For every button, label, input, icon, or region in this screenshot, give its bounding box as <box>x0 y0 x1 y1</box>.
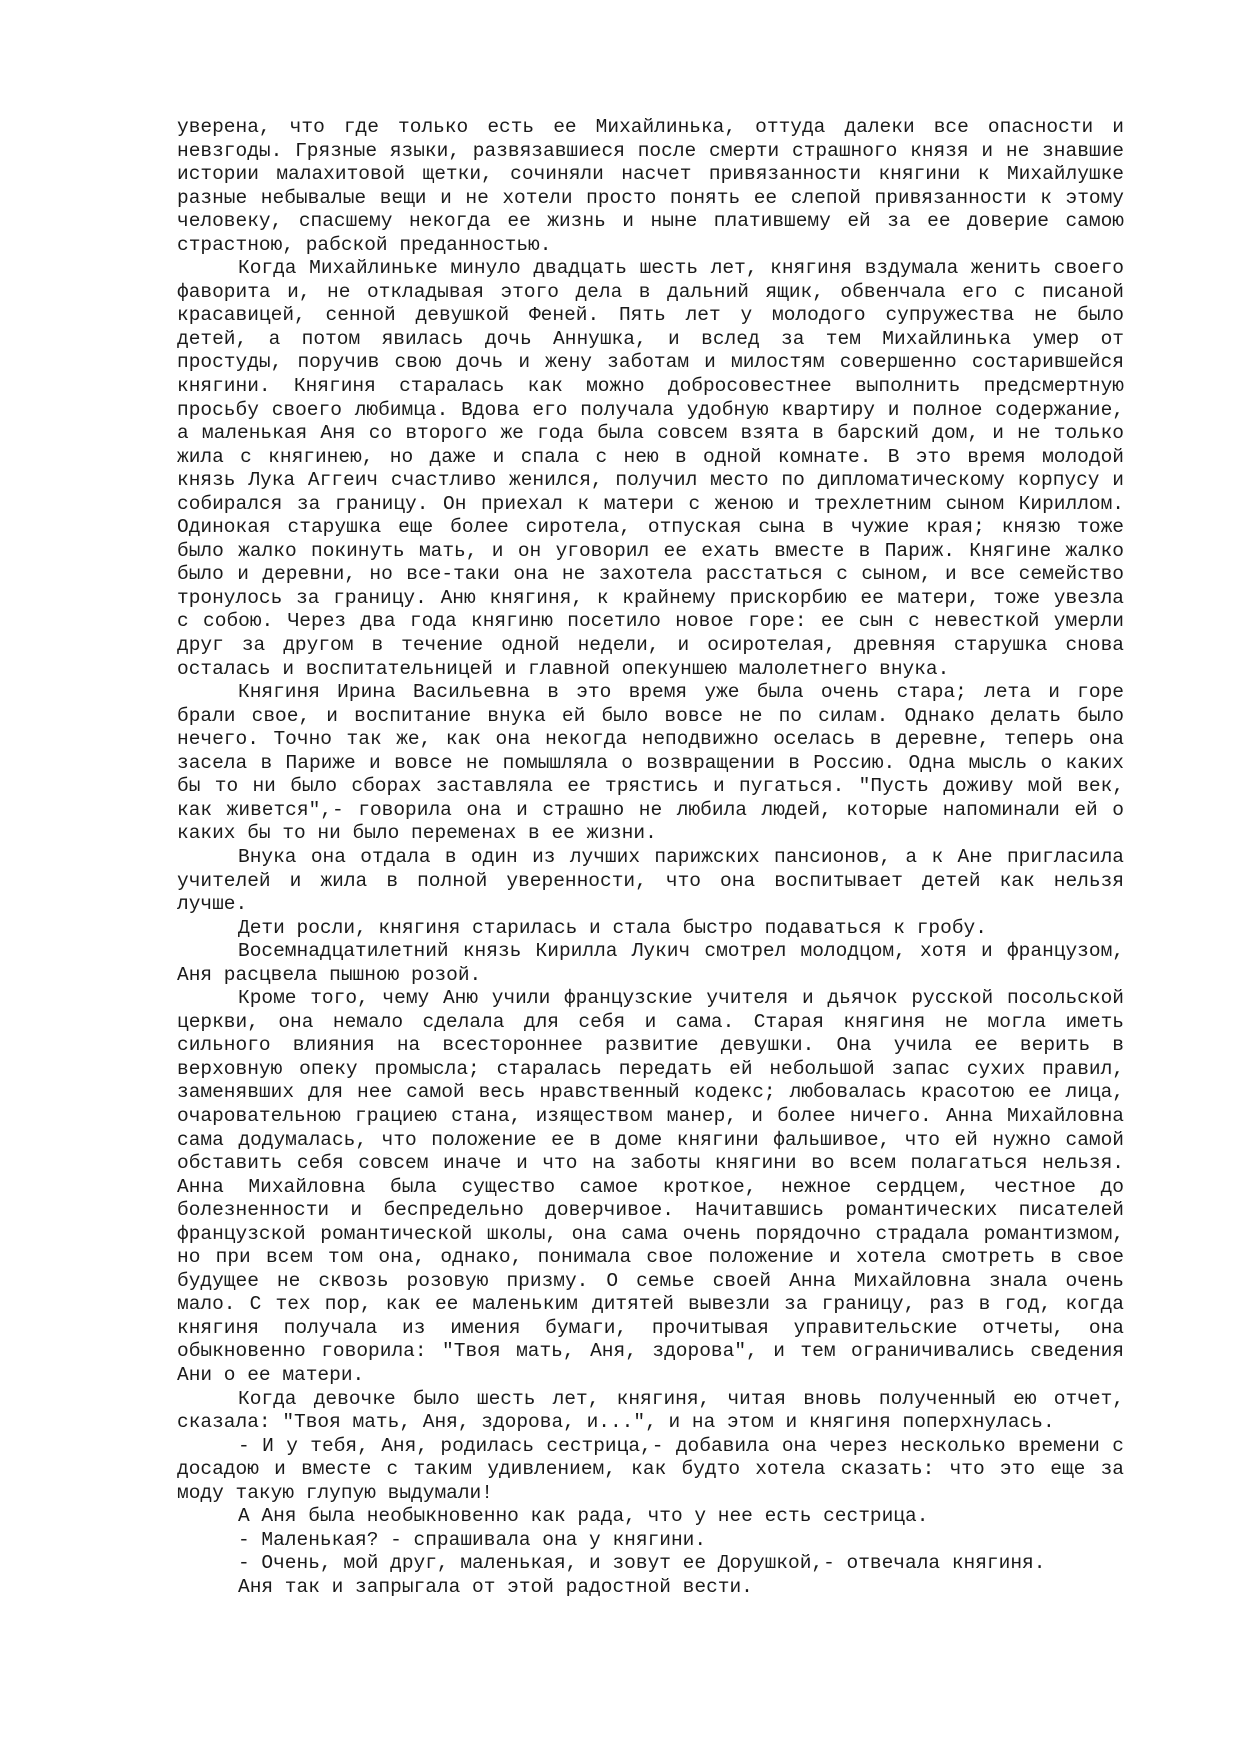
paragraph: Восемнадцатилетний князь Кирилла Лукич смотрел молодцом, хотя и французом, Аня расцвела пышною розой. <box>177 940 1124 986</box>
paragraph: Когда Михайлиньке минуло двадцать шесть лет, княгиня вздумала женить своего фаворита и, не откладывая этого дела в дальний ящик, обвенчала его с писаной красавицей, сенной девушкой Феней. Пять лет у молодого супружества не было детей, а потом явилась дочь Аннушка, и вслед за тем Михайлинька умер от простуды, поручив свою дочь и жену заботам и милостям совершенно состарившейся княгини. Княгиня старалась как можно добросовестнее выполнить предсмертную просьбу своего любимца. Вдова его получала удобную квартиру и полное содержание, а маленькая Аня со второго же года была совсем взята в барский дом, и не только жила с княгинею, но даже и спала с нею в одной комнате. В это время молодой князь Лука Аггеич счастливо женился, получил место по дипломатическому корпусу и собирался за границу. Он приехал к матери с женою и трехлетним сыном Кириллом. Одинокая старушка еще более сиротела, отпуская сына в чужие края; князю тоже было жалко покинуть мать, и он уговорил ее ехать вместе в Париж. Княгине жалко было и деревни, но все-таки она не захотела расстаться с сыном, и все семейство тронулось за границу. Аню княгиня, к крайнему прискорбию ее матери, тоже увезла с собою. Через два года княгиню посетило новое горе: ее сын с невесткой умерли друг за другом в течение одной недели, и осиротелая, древняя старушка снова осталась и воспитательницей и главной опекуншею малолетнего внука. <box>177 257 1124 680</box>
dialogue-line: - И у тебя, Аня, родилась сестрица,- добавила она через несколько времени с досадою и вместе с таким удивлением, как будто хотела сказать: что это еще за моду такую глупую выдумали! <box>177 1434 1124 1504</box>
document-page <box>177 116 1124 1599</box>
paragraph: Внука она отдала в один из лучших парижских пансионов, а к Ане пригласила учителей и жила в полной уверенности, что она воспитывает детей как нельзя лучше. <box>177 845 1124 916</box>
dialogue-line: - Маленькая? - спрашивала она у княгини. <box>238 1528 707 1551</box>
paragraph: Княгиня Ирина Васильевна в это время уже была очень стара; лета и горе брали свое, и воспитание внука ей было вовсе не по силам. Однако делать было нечего. Точно так же, как она некогда неподвижно оселась в деревне, теперь она засела в Париже и вовсе не помышляла о возвращении в Россию. Одна мысль о каких бы то ни было сборах заставляла ее трястись и пугаться. "Пусть доживу мой век, как живется",- говорила она и страшно не любила людей, которые напоминали ей о каких бы то ни было переменах в ее жизни. <box>177 681 1124 845</box>
paragraph: Кроме того, чему Аню учили французские учителя и дьячок русской посольской церкви, она немало сделала для себя и сама. Старая княгиня не могла иметь сильного влияния на всестороннее развитие девушки. Она учила ее верить в верховную опеку промысла; старалась передать ей небольшой запас сухих правил, заменявших для нее самой весь нравственный кодекс; любовалась красотою ее лица, очаровательною грациею стана, изяществом манер, и более ничего. Анна Михайловна сама додумалась, что положение ее в доме княгини фальшивое, что ей нужно самой обставить себя совсем иначе и что на заботы княгини во всем полагаться нельзя. Анна Михайловна была существо самое кроткое, нежное сердцем, честное до болезненности и беспредельно доверчивое. Начитавшись романтических писателей французской романтической школы, она сама очень порядочно страдала романтизмом, но при всем том она, однако, понимала свое положение и хотела смотреть в свое будущее не сквозь розовую призму. О семье своей Анна Михайловна знала очень мало. С тех пор, как ее маленьким дитятей вывезли за границу, раз в год, когда княгиня получала из имения бумаги, прочитывая управительские отчеты, она обыкновенно говорила: "Твоя мать, Аня, здорова", и тем ограничивались сведения Ани о ее матери. <box>177 987 1124 1386</box>
paragraph: уверена, что где только есть ее Михайлинька, оттуда далеки все опасности и невзгоды. Грязные языки, развязавшиеся после смерти страшного князя и не знавшие истории малахитовой щетки, сочиняли насчет привязанности княгини к Михайлушке разные небывалые вещи и не хотели просто понять ее слепой привязанности к этому человеку, спасшему некогда ее жизнь и ныне платившему ей за ее доверие самою страстною, рабской преданностью. <box>177 116 1124 256</box>
dialogue-line: - Очень, мой друг, маленькая, и зовут ее Дорушкой,- отвечала княгиня. <box>238 1552 1046 1575</box>
paragraph: Когда девочке было шесть лет, княгиня, читая вновь полученный ею отчет, сказала: "Твоя мать, Аня, здорова, и...", и на этом и княгиня поперхнулась. <box>177 1387 1124 1434</box>
paragraph: А Аня была необыкновенно как рада, что у нее есть сестрица. <box>238 1505 929 1528</box>
paragraph: Аня так и запрыгала от этой радостной вести. <box>238 1575 753 1598</box>
paragraph: Дети росли, княгиня старилась и стала быстро подаваться к гробу. <box>238 916 987 939</box>
